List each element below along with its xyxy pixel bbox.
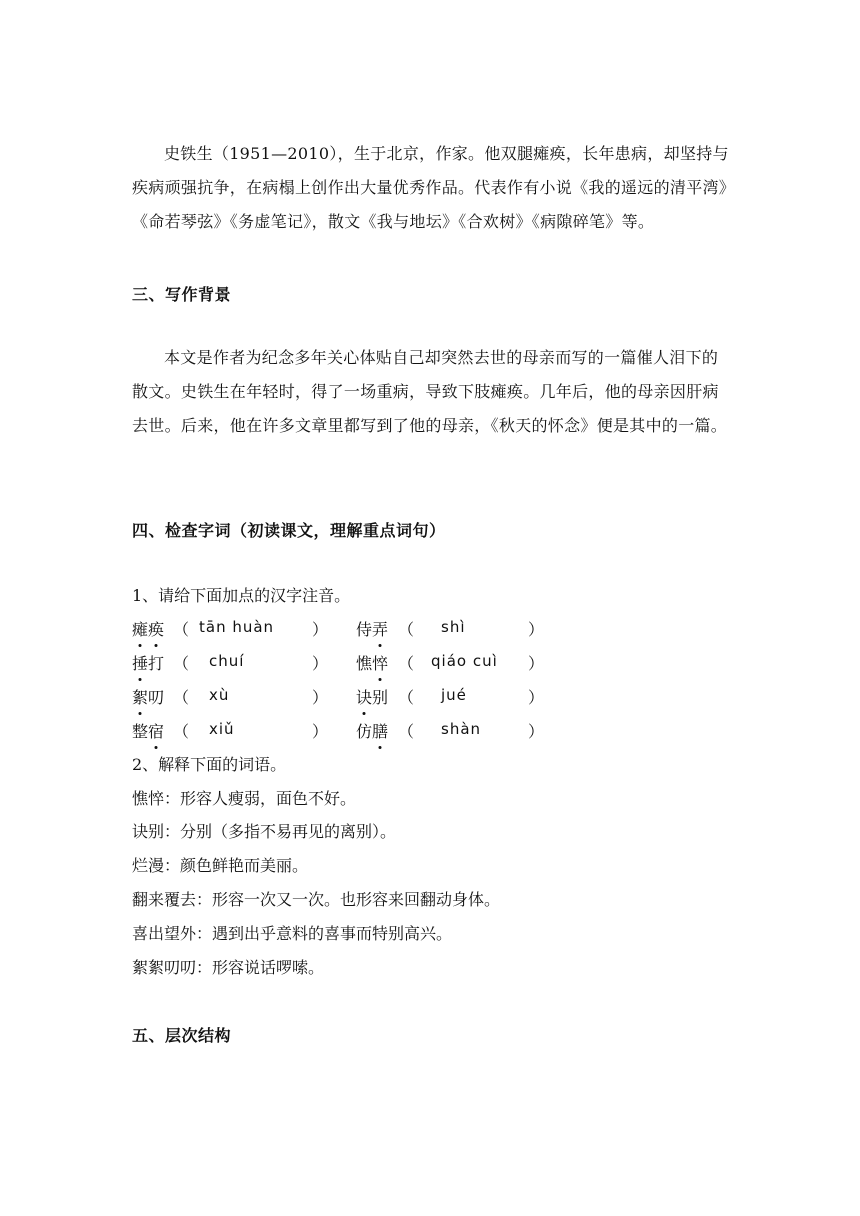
dotted-character: 膳 <box>372 719 388 742</box>
section-4-heading: 四、检查字词（初读课文，理解重点词句） <box>132 521 446 540</box>
close-paren: ） <box>312 620 329 639</box>
open-paren: （ <box>173 688 190 707</box>
pinyin-word: 捶打 <box>132 651 164 674</box>
definition-line: 诀别：分别（多指不易再见的离别）。 <box>132 822 397 841</box>
pinyin-answer: tān huàn <box>199 618 275 636</box>
pinyin-answer: qiáo cuì <box>431 652 498 670</box>
close-paren: ） <box>528 722 545 741</box>
dotted-character: 诀 <box>356 685 372 708</box>
open-paren: （ <box>398 688 415 707</box>
pinyin-answer: shì <box>441 618 466 636</box>
question-1: 1、请给下面加点的汉字注音。 <box>132 586 351 605</box>
open-paren: （ <box>173 722 190 741</box>
close-paren: ） <box>312 654 329 673</box>
open-paren: （ <box>398 620 415 639</box>
dotted-character: 宿 <box>148 719 164 742</box>
definition-line: 憔悴：形容人瘦弱，面色不好。 <box>132 789 357 808</box>
dotted-character: 捶 <box>132 651 148 674</box>
pinyin-word: 憔悴 <box>356 651 388 674</box>
author-intro-paragraph: 史铁生（1951—2010），生于北京，作家。他双腿瘫痪，长年患病，却坚持与疾病顽强抗争，在病榻上创作出大量优秀作品。代表作有小说《我的遥远的清平湾》《命若琴弦》《务虚笔记》，散文《我与地坛》《合欢树》《病隙碎笔》等。 <box>132 144 729 231</box>
open-paren: （ <box>398 722 415 741</box>
pinyin-word: 絮叨 <box>132 685 164 708</box>
pinyin-answer: xiǔ <box>209 720 235 738</box>
question-2: 2、解释下面的词语。 <box>132 755 287 774</box>
close-paren: ） <box>528 688 545 707</box>
pinyin-answer: shàn <box>441 720 482 738</box>
section-5-heading: 五、层次结构 <box>132 1026 232 1045</box>
dotted-character: 痪 <box>148 617 164 640</box>
open-paren: （ <box>173 620 190 639</box>
definition-line: 烂漫：颜色鲜艳而美丽。 <box>132 856 309 875</box>
dotted-character: 弄 <box>372 617 388 640</box>
pinyin-word: 整宿 <box>132 719 164 742</box>
close-paren: ） <box>528 620 545 639</box>
pinyin-word: 诀别 <box>356 685 388 708</box>
open-paren: （ <box>173 654 190 673</box>
pinyin-answer: chuí <box>209 652 245 670</box>
section-3-heading: 三、写作背景 <box>132 285 232 304</box>
open-paren: （ <box>398 654 415 673</box>
dotted-character: 絮 <box>132 685 148 708</box>
dotted-character: 悴 <box>372 651 388 674</box>
definition-line: 喜出望外：遇到出乎意料的喜事而特别高兴。 <box>132 924 453 943</box>
definition-line: 翻来覆去：形容一次又一次。也形容来回翻动身体。 <box>132 890 501 909</box>
pinyin-answer: xù <box>209 686 230 704</box>
pinyin-word: 侍弄 <box>356 617 388 640</box>
close-paren: ） <box>312 688 329 707</box>
definition-line: 絮絮叨叨：形容说话啰嗦。 <box>132 958 325 977</box>
pinyin-answer: jué <box>441 686 467 704</box>
close-paren: ） <box>312 722 329 741</box>
pinyin-word: 仿膳 <box>356 719 388 742</box>
writing-background-paragraph: 本文是作者为纪念多年关心体贴自己却突然去世的母亲而写的一篇催人泪下的散文。史铁生在年轻时，得了一场重病，导致下肢瘫痪。几年后，他的母亲因肝病去世。后来，他在许多文章里都写到了他的母亲，《秋天的怀念》便是其中的一篇。 <box>132 348 728 435</box>
dotted-character: 瘫 <box>132 617 148 640</box>
close-paren: ） <box>528 654 545 673</box>
pinyin-word <box>132 617 164 640</box>
